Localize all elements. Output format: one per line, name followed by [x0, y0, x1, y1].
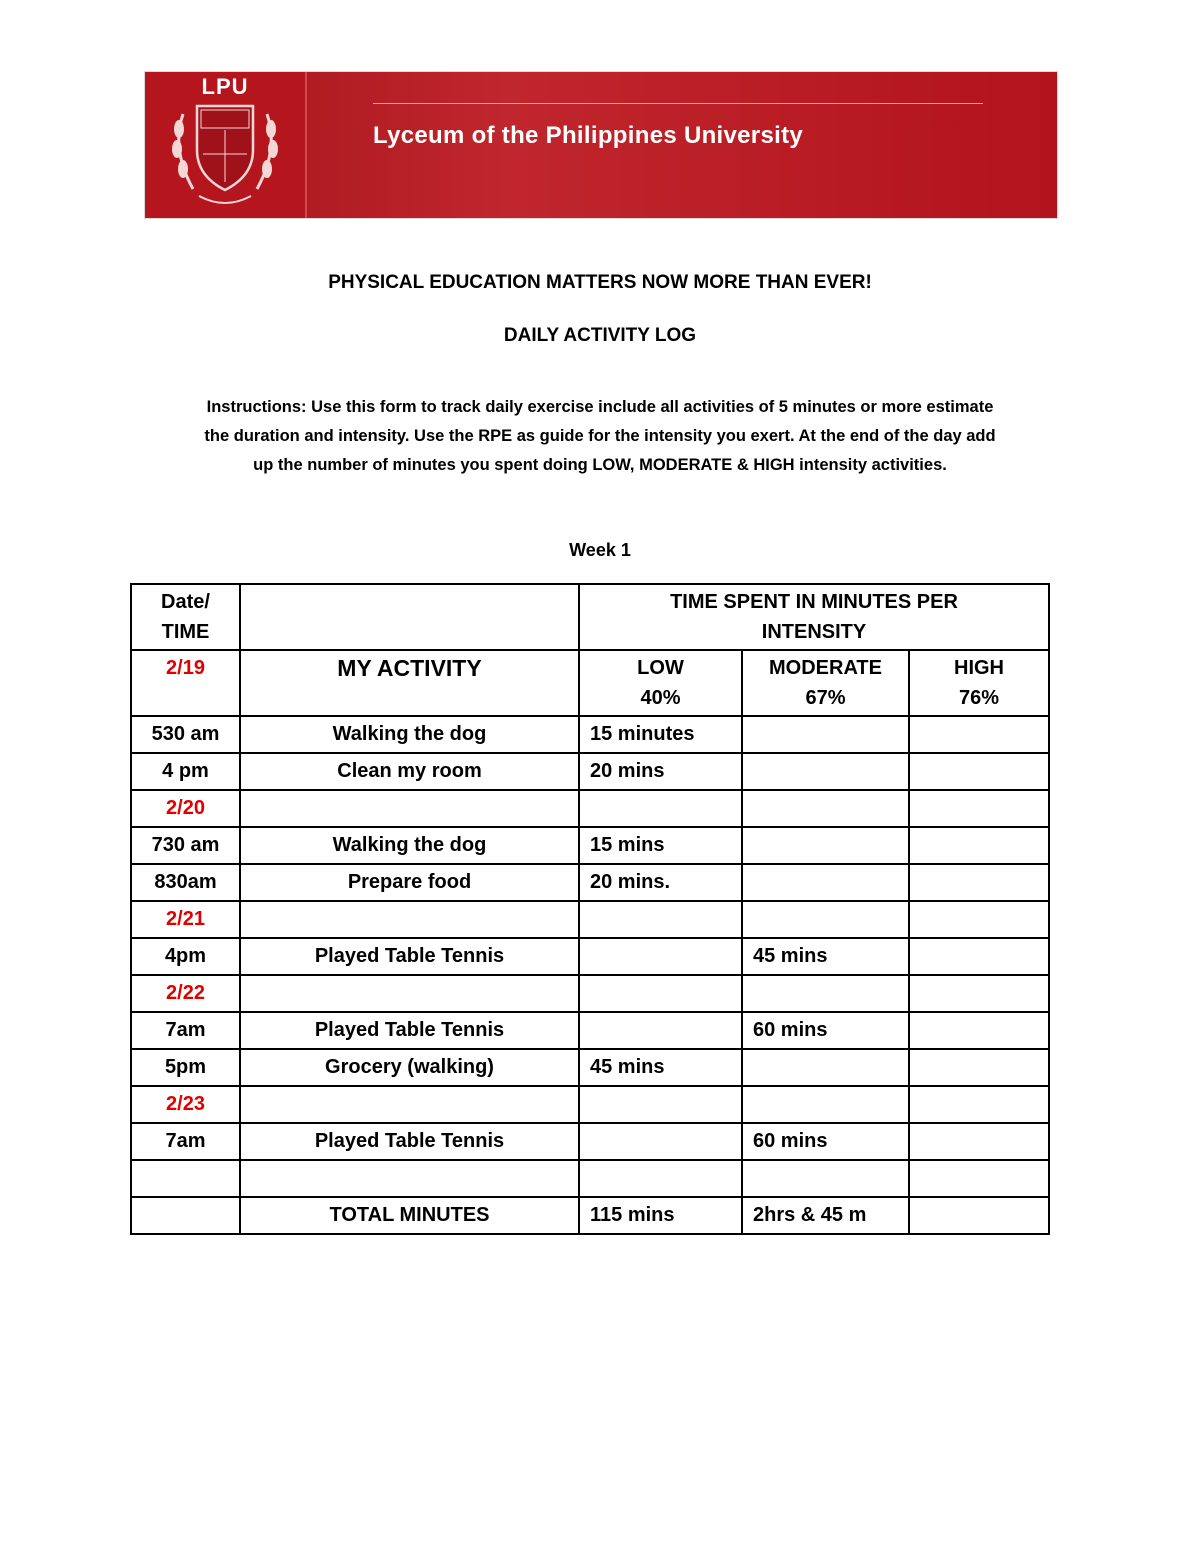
date-time-header: [131, 584, 240, 650]
moderate-cell: [742, 864, 909, 901]
time-cell: 5pm: [131, 1049, 240, 1086]
low-cell: [579, 1012, 742, 1049]
activity-cell: Played Table Tennis: [240, 1123, 579, 1160]
date-cell: 2/19: [131, 650, 240, 716]
high-cell: [909, 901, 1049, 938]
moderate-cell: 60 mins: [742, 1123, 909, 1160]
time-cell: 4 pm: [131, 753, 240, 790]
crest-icon: [163, 94, 287, 214]
moderate-total: 2hrs & 45 m: [742, 1197, 909, 1234]
high-cell: [909, 1086, 1049, 1123]
page-subtitle: DAILY ACTIVITY LOG: [503, 325, 697, 346]
moderate-cell: [742, 1049, 909, 1086]
time-cell: [131, 1197, 240, 1234]
low-cell: [579, 975, 742, 1012]
high-cell: [909, 1012, 1049, 1049]
high-cell: [909, 1049, 1049, 1086]
table-row: [131, 827, 1049, 864]
low-percent: 40%: [640, 687, 681, 709]
date-row: [131, 975, 1049, 1012]
activity-log-table: [130, 583, 1050, 1235]
high-header: [909, 650, 1049, 716]
moderate-cell: [742, 1086, 909, 1123]
date-cell: 2/21: [131, 901, 240, 938]
logo-text: LPU: [201, 74, 249, 99]
banner-rule: [373, 103, 983, 104]
high-cell: [909, 1123, 1049, 1160]
low-cell: 45 mins: [579, 1049, 742, 1086]
low-cell: [579, 1160, 742, 1197]
low-label: LOW: [637, 657, 684, 679]
table-row: [131, 1012, 1049, 1049]
header-line: TIME SPENT IN MINUTES PER: [670, 591, 958, 613]
date-cell: 2/23: [131, 1086, 240, 1123]
date-cell: 2/22: [131, 975, 240, 1012]
instructions-line: the duration and intensity. Use the RPE as guide for the intensity you exert. At the end of the day add: [204, 427, 996, 445]
week-label: Week 1: [569, 540, 631, 560]
high-total: [909, 1197, 1049, 1234]
activity-cell: [240, 1086, 579, 1123]
total-label: TOTAL MINUTES: [240, 1197, 579, 1234]
low-total: 115 mins: [579, 1197, 742, 1234]
high-cell: [909, 975, 1049, 1012]
moderate-cell: 60 mins: [742, 1012, 909, 1049]
moderate-cell: [742, 1160, 909, 1197]
low-cell: [579, 1123, 742, 1160]
moderate-cell: [742, 975, 909, 1012]
header-line: INTENSITY: [761, 621, 867, 643]
date-cell: 2/20: [131, 790, 240, 827]
time-cell: 730 am: [131, 827, 240, 864]
header-line: TIME: [161, 621, 210, 643]
activity-cell: Walking the dog: [240, 716, 579, 753]
table-row: [131, 753, 1049, 790]
subheader-row: [131, 650, 1049, 716]
university-logo: [145, 72, 307, 218]
moderate-label: MODERATE: [769, 657, 882, 679]
activity-header: MY ACTIVITY: [240, 650, 579, 716]
activity-cell: [240, 975, 579, 1012]
instructions-line: Instructions: Use this form to track daily exercise include all activities of 5 minutes or more estimate: [206, 398, 994, 416]
time-cell: 530 am: [131, 716, 240, 753]
low-cell: 15 mins: [579, 827, 742, 864]
moderate-cell: [742, 827, 909, 864]
time-cell: 830am: [131, 864, 240, 901]
low-cell: [579, 790, 742, 827]
time-cell: 7am: [131, 1123, 240, 1160]
moderate-cell: [742, 790, 909, 827]
instructions: [140, 393, 1060, 480]
high-cell: [909, 827, 1049, 864]
high-cell: [909, 790, 1049, 827]
time-cell: [131, 1160, 240, 1197]
high-percent: 76%: [958, 687, 1000, 709]
time-spent-header: [579, 584, 1049, 650]
total-row: [131, 1197, 1049, 1234]
activity-cell: Walking the dog: [240, 827, 579, 864]
instructions-line: up the number of minutes you spent doing LOW, MODERATE & HIGH intensity activities.: [253, 456, 947, 474]
activity-cell: Played Table Tennis: [240, 938, 579, 975]
date-row: [131, 901, 1049, 938]
activity-cell: Played Table Tennis: [240, 1012, 579, 1049]
activity-cell: [240, 1160, 579, 1197]
university-name: Lyceum of the Philippines University: [373, 122, 804, 149]
table-row: [131, 1123, 1049, 1160]
low-cell: 15 minutes: [579, 716, 742, 753]
moderate-header: [742, 650, 909, 716]
high-label: HIGH: [954, 657, 1004, 679]
activity-cell: [240, 901, 579, 938]
activity-cell: [240, 790, 579, 827]
time-cell: 4pm: [131, 938, 240, 975]
moderate-cell: 45 mins: [742, 938, 909, 975]
blank-header: [240, 584, 579, 650]
page-title: PHYSICAL EDUCATION MATTERS NOW MORE THAN EVER!: [328, 272, 872, 293]
high-cell: [909, 1160, 1049, 1197]
low-header: [579, 650, 742, 716]
time-cell: 7am: [131, 1012, 240, 1049]
moderate-cell: [742, 753, 909, 790]
high-cell: [909, 864, 1049, 901]
table-row: [131, 864, 1049, 901]
university-banner: [145, 72, 1057, 218]
table-row: [131, 1160, 1049, 1197]
high-cell: [909, 716, 1049, 753]
activity-cell: Clean my room: [240, 753, 579, 790]
moderate-percent: 67%: [805, 687, 846, 709]
low-cell: [579, 1086, 742, 1123]
activity-cell: Prepare food: [240, 864, 579, 901]
low-cell: [579, 901, 742, 938]
date-row: [131, 790, 1049, 827]
header-row: [131, 584, 1049, 650]
moderate-cell: [742, 716, 909, 753]
table-row: [131, 716, 1049, 753]
header-line: Date/: [161, 591, 210, 613]
low-cell: [579, 938, 742, 975]
high-cell: [909, 753, 1049, 790]
date-row: [131, 1086, 1049, 1123]
moderate-cell: [742, 901, 909, 938]
activity-cell: Grocery (walking): [240, 1049, 579, 1086]
table-row: [131, 938, 1049, 975]
table-row: [131, 1049, 1049, 1086]
high-cell: [909, 938, 1049, 975]
low-cell: 20 mins: [579, 753, 742, 790]
low-cell: 20 mins.: [579, 864, 742, 901]
